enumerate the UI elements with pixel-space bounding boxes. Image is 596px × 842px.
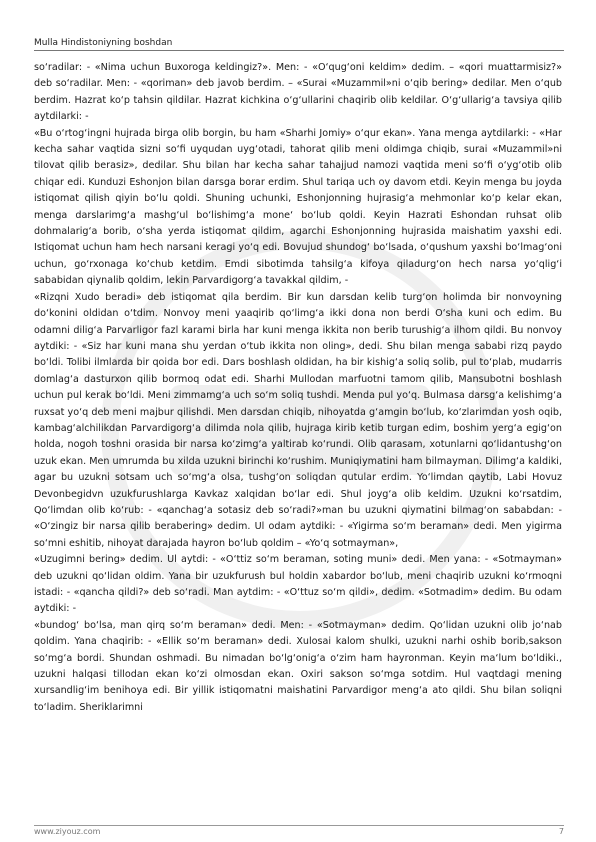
body-paragraph: «Bu o‘rtog‘ingni hujrada birga olib borgin, bu ham «Sharhi Jomiy» o‘qur ekan». Yana menga aytdilarki: - «Har kecha sahar vaqtida sizni so‘fi uyqudan uyg‘otadi, tahorat qilib meni oldimga chiqib, surai «Muzammil»ni tilovat qilib berasiz», dedilar. Shu bilan har kecha sahar tahajjud namozi vaqtida meni so‘fi o‘yg‘otib olib chiqar edi. Kunduzi Eshonjon bilan darsga borar erdim. Shul tariqa uch oy davom etdi. Keyin menga bu joyda istiqomat qilish qiyin bo‘lu qoldi. Shuning uchunki, Eshonjonning hujrasig‘a mehmonlar ko‘p kelar ekan, menga darslarimg‘a mashg‘ul bo‘lishimg‘a mone‘ bo‘lub qoldi. Keyin Hazrati Eshondan ruhsat olib dohmalarig‘a borib, o‘sha yerda istiqomat qildim, agarchi Eshonjonning hujrasida maishatim yaxshi edi. Istiqomat uchun ham hech narsani keragi yo‘q edi. Bovujud shundog‘ bo‘lsada, o‘qushum yaxshi bo‘lmag‘oni uchun, go‘rxonaga ko‘chub ketdim. Emdi sibotimda tahsilg‘a kifoya qiladurg‘on hech narsa yo‘qlig‘i sababidan qiynalib qoldim, lekin Parvardigorg‘a tavakkal qildim, - xyxy=(34,127,562,287)
body-paragraph: «Rizqni Xudo beradi» deb istiqomat qila berdim. Bir kun darsdan kelib turg‘on holimda bir nonvoyning do‘konini oldidan o‘tdim. Nonvoy meni yaaqirib qo‘limg‘a ikki dona non berdi O‘sha kuni och edim. Bu odamni dilig‘a Parvarligor fazl karami birla har kuni menga ikkita non berib turushig‘a ilhom qildi. Bu nonvoy aytdiki: - «Siz har kuni mana shu yerdan o‘tub ikkita non oling», dedi. Shu bilan menga sababi rizq paydo bo‘ldi. Tolibi ilmlarda bir qoida bor edi. Dars boshlash oldidan, ha bir kishig‘a soliq solib, pul to‘plab, mudarris domlag‘a dasturxon qilib bormoq odat edi. Sharhi Mullodan marfuotni tamom qilib, Mansubotni boshlash uchun pul kerak bo‘ldi. Meni zimmamg‘a uch so‘m soliq tushdi. Menda pul yo‘q. Bulmasa darsg‘a kelishimg‘a ruxsat yo‘q deb meni majbur qilishdi. Men darsdan chiqib, nihoyatda g‘amgin bo‘lub, ko‘zlarimdan yosh oqib, kambag‘alchilikdan Parvardigorg‘a dilimda nola qilib, hujraga kirib ketib turgan edim, boshim yerg‘a egig‘on holda, nogoh toshni orasida bir narsa ko‘zimg‘a yaltirab ko‘rundi. Olib qarasam, xotunlarni qo‘lidantushg‘on uzuk ekan. Men umrumda bu xilda uzukni birinchi ko‘rushim. Muniqiymatini ham bilmayman. Dilimg‘a kaldiki, agar bu uzukni sotsam uch so‘mg‘a olsa, tushg‘on soliqdan qutular erdim. Yo‘limdan qaytib, Labi Hovuz Devonbegidvn uzukfurushlarga Kavkaz xalqidan bo‘lar edi. Shul joyg‘a olib keldim. Uzukni ko‘rsatdim, Qo‘limdan olib ko‘rub: - «qanchag‘a sotasiz deb so‘radi?»man bu uzukni qiymatini bilmag‘on sababdan: - «O‘zingiz bir narsa qilib berabering» dedim. Ul odam aytdiki: - «Yigirma so‘m beraman» dedi. Men yigirma so‘mni eshitib, nihoyat darajada hayron bo‘lub qoldim – «Yo‘q sotmayman», xyxy=(34,291,562,549)
page-number: 7 xyxy=(558,827,564,836)
page-footer xyxy=(34,827,564,836)
footer-site-link[interactable]: www.ziyouz.com xyxy=(34,827,101,836)
page-body xyxy=(34,60,562,716)
body-paragraph: so‘radilar: - «Nima uchun Buxoroga keldingiz?». Men: - «O‘qug‘oni keldim» dedim. – «qori muattarmisiz?» deb so‘radilar. Men: - «qoriman» deb javob berdim. – «Surai «Muzammil»ni o‘qib bering» dedilar. Men o‘qub berdim. Hazrat ko‘p tahsin qildilar. Hazrat kichkina o‘g‘ullarini chaqirib olib keldilar. O‘g‘ullarig‘a tavsiya qilib aytdilarki: - xyxy=(34,62,562,123)
body-paragraph: «Uzugimni bering» dedim. Ul aytdi: - «O‘ttiz so‘m beraman, soting muni» dedi. Men yana: - «Sotmayman» deb uzukni qo‘lidan oldim. Yana bir uzukfurush bul holdin xabardor bo‘lub, meni chaqirib uzukni ko‘rmoqni istadi: - «qancha qildi?» deb so‘radi. Man aytdim: - «O‘ttuz so‘m qildi», dedim. «Sotmadim» dedim. Bu odam aytdiki: - xyxy=(34,554,562,615)
footer-divider xyxy=(34,825,564,826)
running-header xyxy=(34,38,564,51)
body-paragraph: «bundog‘ bo‘lsa, man qirq so‘m beraman» dedi. Men: - «Sotmayman» dedim. Qo‘lidan uzukni olib jo‘nab qoldim. Yana chaqirib: - «Ellik so‘m beraman» dedi. Xulosai kalom shulki, uzukni narhi oshib borib,sakson so‘mg‘a bordi. Shundan oshmadi. Bu nimadan bo‘lg‘onig‘a o‘zim ham hayronman. Keyin ma‘lum bo‘ldiki., uzukni halqasi tillodan ekan ko‘zi olmosdan ekan. Oxiri sakson so‘mga sotdim. Hul vaqtdagi mening xursandlig‘im benihoya edi. Bir yillik istiqomatni maishatini Parvardigor meng‘a ato qildi. Shu bilan soliqni to‘ladim. Sheriklarimni xyxy=(34,619,562,713)
running-header-title: Mulla Hindistoniyning boshdan xyxy=(34,38,173,48)
